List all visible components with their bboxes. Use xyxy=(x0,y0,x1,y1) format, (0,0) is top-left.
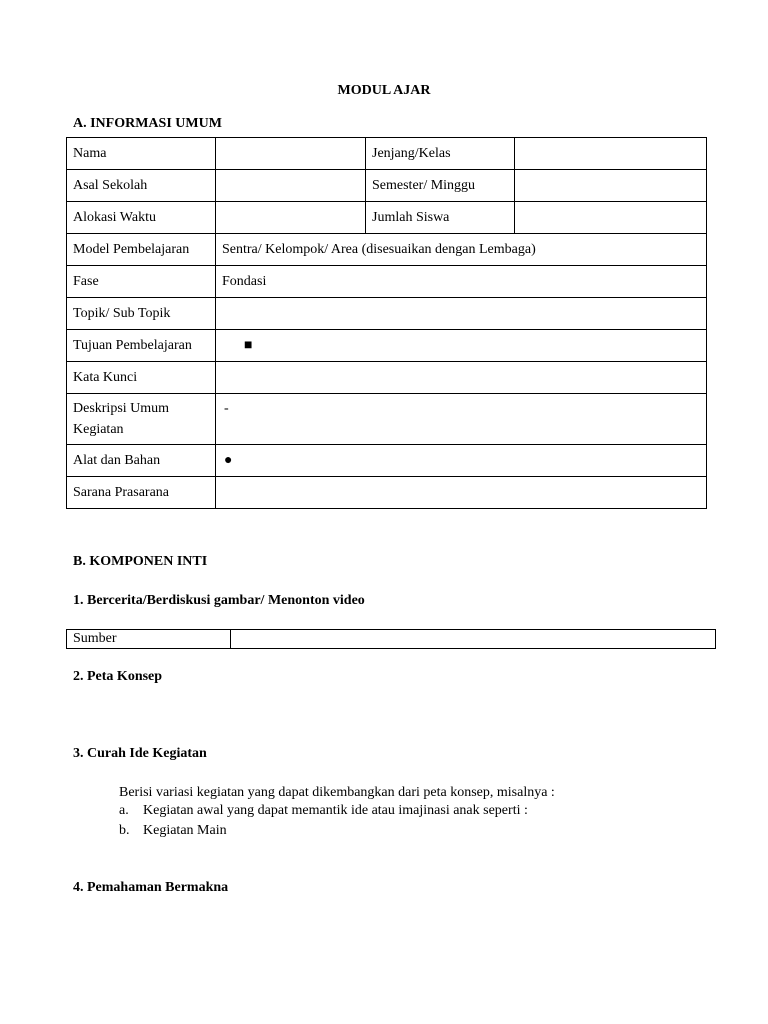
document-title: MODUL AJAR xyxy=(337,83,431,98)
jenjang-label: Jenjang/Kelas xyxy=(366,138,515,170)
model-label: Model Pembelajaran xyxy=(67,234,216,266)
table-row xyxy=(67,362,707,394)
fase-value: Fondasi xyxy=(216,266,707,298)
table-row xyxy=(67,170,707,202)
item-4-heading: 4. Pemahaman Bermakna xyxy=(73,880,229,895)
nama-value-cell xyxy=(216,138,366,170)
model-value: Sentra/ Kelompok/ Area (disesuaikan dengan Lembaga) xyxy=(216,234,707,266)
table-row xyxy=(67,630,716,649)
list-letter: b. xyxy=(119,823,130,838)
semester-value-cell xyxy=(515,170,707,202)
tujuan-value-cell xyxy=(216,330,707,362)
tujuan-label: Tujuan Pembelajaran xyxy=(67,330,216,362)
dash-bullet-icon: - xyxy=(224,401,229,416)
table-row xyxy=(67,202,707,234)
item-2-heading: 2. Peta Konsep xyxy=(73,669,163,684)
alat-label: Alat dan Bahan xyxy=(67,445,216,477)
alokasi-label: Alokasi Waktu xyxy=(67,202,216,234)
section-a-heading: A. INFORMASI UMUM xyxy=(73,116,222,131)
alat-value-cell xyxy=(216,445,707,477)
asal-sekolah-label: Asal Sekolah xyxy=(67,170,216,202)
item-3-heading: 3. Curah Ide Kegiatan xyxy=(73,746,207,761)
source-table xyxy=(66,629,716,649)
table-row xyxy=(67,445,707,477)
deskripsi-label: Deskripsi Umum Kegiatan xyxy=(67,394,216,445)
jumlah-siswa-label: Jumlah Siswa xyxy=(366,202,515,234)
curah-ide-item-b xyxy=(119,823,227,839)
item-1-heading: 1. Bercerita/Berdiskusi gambar/ Menonton video xyxy=(73,593,365,608)
table-row xyxy=(67,234,707,266)
sarana-value-cell xyxy=(216,477,707,509)
list-item-text: Kegiatan awal yang dapat memantik ide atau imajinasi anak seperti : xyxy=(143,803,528,818)
list-letter: a. xyxy=(119,803,129,818)
section-b-heading: B. KOMPONEN INTI xyxy=(73,554,208,569)
topik-label: Topik/ Sub Topik xyxy=(67,298,216,330)
table-row xyxy=(67,266,707,298)
sarana-label: Sarana Prasarana xyxy=(67,477,216,509)
table-row xyxy=(67,138,707,170)
asal-sekolah-value-cell xyxy=(216,170,366,202)
round-bullet-icon: ● xyxy=(224,452,233,468)
deskripsi-value-cell xyxy=(216,394,707,445)
sumber-label: Sumber xyxy=(67,630,231,649)
alokasi-value-cell xyxy=(216,202,366,234)
topik-value-cell xyxy=(216,298,707,330)
table-row xyxy=(67,330,707,362)
jenjang-value-cell xyxy=(515,138,707,170)
semester-label: Semester/ Minggu xyxy=(366,170,515,202)
kata-kunci-value-cell xyxy=(216,362,707,394)
kata-kunci-label: Kata Kunci xyxy=(67,362,216,394)
jumlah-siswa-value-cell xyxy=(515,202,707,234)
table-row xyxy=(67,477,707,509)
general-info-table xyxy=(66,137,707,509)
table-row xyxy=(67,298,707,330)
list-item-text: Kegiatan Main xyxy=(143,823,227,838)
nama-label: Nama xyxy=(67,138,216,170)
curah-ide-description: Berisi variasi kegiatan yang dapat dikembangkan dari peta konsep, misalnya : xyxy=(119,785,555,800)
fase-label: Fase xyxy=(67,266,216,298)
curah-ide-item-a xyxy=(119,803,528,819)
table-row xyxy=(67,394,707,445)
sumber-value-cell xyxy=(231,630,716,649)
square-bullet-icon: ■ xyxy=(244,337,253,353)
